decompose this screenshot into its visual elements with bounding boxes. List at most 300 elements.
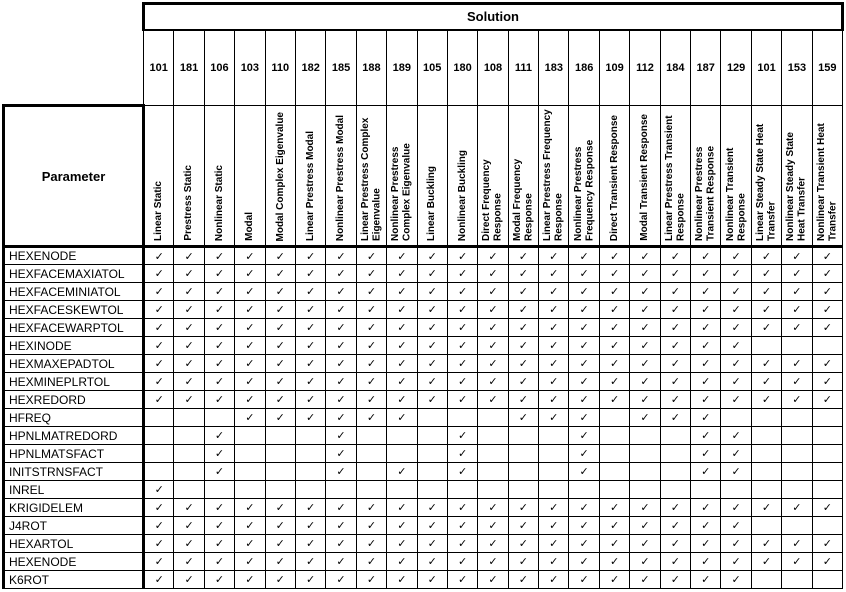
solution-column-label-text: Nonlinear Transient Heat Transfer — [815, 123, 839, 241]
check-cell: ✓ — [630, 319, 660, 337]
check-cell: ✓ — [478, 535, 508, 553]
check-cell: ✓ — [569, 445, 599, 463]
check-cell: ✓ — [539, 337, 569, 355]
check-cell: ✓ — [235, 391, 265, 409]
check-cell: ✓ — [691, 337, 721, 355]
solution-column-label-text: Linear Static — [153, 180, 165, 241]
empty-cell — [782, 409, 812, 427]
check-cell: ✓ — [660, 553, 690, 571]
empty-cell — [599, 445, 629, 463]
parameter-row — [4, 373, 843, 391]
check-cell: ✓ — [295, 319, 325, 337]
check-cell: ✓ — [539, 355, 569, 373]
check-cell: ✓ — [144, 373, 174, 391]
check-cell: ✓ — [660, 337, 690, 355]
parameter-row — [4, 283, 843, 301]
empty-cell — [782, 463, 812, 481]
check-cell: ✓ — [660, 283, 690, 301]
solution-column-label — [599, 106, 629, 247]
check-cell: ✓ — [508, 517, 538, 535]
check-cell: ✓ — [691, 373, 721, 391]
check-cell: ✓ — [356, 373, 386, 391]
corner-blank-top — [4, 4, 144, 30]
solution-column-label — [660, 106, 690, 247]
check-cell: ✓ — [599, 247, 629, 265]
check-cell: ✓ — [326, 445, 356, 463]
parameter-name: HEXENODE — [4, 247, 144, 265]
solution-code: 109 — [599, 30, 629, 106]
check-cell: ✓ — [751, 373, 781, 391]
check-cell: ✓ — [447, 499, 477, 517]
solution-code: 184 — [660, 30, 690, 106]
empty-cell — [356, 445, 386, 463]
solution-column-label — [295, 106, 325, 247]
solution-column-label-text: Prestress Static — [183, 165, 195, 241]
check-cell: ✓ — [721, 283, 751, 301]
check-cell: ✓ — [235, 265, 265, 283]
solution-code: 108 — [478, 30, 508, 106]
parameter-name: J4ROT — [4, 517, 144, 535]
check-cell: ✓ — [478, 337, 508, 355]
check-cell: ✓ — [387, 409, 417, 427]
empty-cell — [356, 481, 386, 499]
check-cell: ✓ — [751, 301, 781, 319]
check-cell: ✓ — [174, 535, 204, 553]
check-cell: ✓ — [539, 373, 569, 391]
solution-column-label — [751, 106, 781, 247]
check-cell: ✓ — [539, 319, 569, 337]
empty-cell — [660, 481, 690, 499]
check-cell: ✓ — [569, 247, 599, 265]
check-cell: ✓ — [782, 265, 812, 283]
check-cell: ✓ — [447, 301, 477, 319]
check-cell: ✓ — [478, 247, 508, 265]
empty-cell — [751, 337, 781, 355]
solution-column-label-text: Linear Prestress Transient Response — [663, 115, 687, 241]
empty-cell — [174, 409, 204, 427]
check-cell: ✓ — [447, 571, 477, 589]
check-cell: ✓ — [144, 517, 174, 535]
empty-cell — [295, 481, 325, 499]
empty-cell — [751, 463, 781, 481]
check-cell: ✓ — [417, 301, 447, 319]
parameter-row — [4, 319, 843, 337]
empty-cell — [721, 409, 751, 427]
parameter-row — [4, 247, 843, 265]
check-cell: ✓ — [630, 391, 660, 409]
check-cell: ✓ — [508, 265, 538, 283]
parameter-row — [4, 337, 843, 355]
solution-code: 129 — [721, 30, 751, 106]
check-cell: ✓ — [326, 517, 356, 535]
empty-cell — [782, 481, 812, 499]
check-cell: ✓ — [387, 571, 417, 589]
solution-column-label-text: Modal Transient Response — [639, 114, 651, 241]
check-cell: ✓ — [569, 301, 599, 319]
solution-header: Solution — [144, 4, 843, 30]
check-cell: ✓ — [660, 265, 690, 283]
check-cell: ✓ — [417, 517, 447, 535]
solution-column-label — [447, 106, 477, 247]
check-cell: ✓ — [326, 337, 356, 355]
check-cell: ✓ — [691, 553, 721, 571]
empty-cell — [721, 481, 751, 499]
check-cell: ✓ — [144, 571, 174, 589]
solution-column-label — [539, 106, 569, 247]
check-cell: ✓ — [204, 355, 234, 373]
check-cell: ✓ — [356, 517, 386, 535]
check-cell: ✓ — [295, 517, 325, 535]
check-cell: ✓ — [599, 517, 629, 535]
check-cell: ✓ — [599, 319, 629, 337]
check-cell: ✓ — [569, 355, 599, 373]
check-cell: ✓ — [812, 319, 842, 337]
empty-cell — [478, 409, 508, 427]
empty-cell — [387, 445, 417, 463]
check-cell: ✓ — [295, 247, 325, 265]
check-cell: ✓ — [721, 373, 751, 391]
check-cell: ✓ — [265, 517, 295, 535]
check-cell: ✓ — [630, 373, 660, 391]
solution-code: 153 — [782, 30, 812, 106]
empty-cell — [265, 427, 295, 445]
check-cell: ✓ — [144, 283, 174, 301]
solution-column-label — [204, 106, 234, 247]
check-cell: ✓ — [721, 535, 751, 553]
check-cell: ✓ — [782, 535, 812, 553]
empty-cell — [174, 445, 204, 463]
check-cell: ✓ — [751, 283, 781, 301]
check-cell: ✓ — [751, 535, 781, 553]
solution-code: 183 — [539, 30, 569, 106]
empty-cell — [751, 481, 781, 499]
solution-code: 186 — [569, 30, 599, 106]
solution-code: 112 — [630, 30, 660, 106]
check-cell: ✓ — [265, 535, 295, 553]
empty-cell — [265, 481, 295, 499]
parameter-name: HEXFACEMINIATOL — [4, 283, 144, 301]
check-cell: ✓ — [569, 337, 599, 355]
check-cell: ✓ — [387, 463, 417, 481]
check-cell: ✓ — [204, 463, 234, 481]
empty-cell — [782, 445, 812, 463]
check-cell: ✓ — [539, 499, 569, 517]
check-cell: ✓ — [478, 319, 508, 337]
check-cell: ✓ — [265, 553, 295, 571]
empty-cell — [235, 445, 265, 463]
check-cell: ✓ — [478, 391, 508, 409]
check-cell: ✓ — [599, 571, 629, 589]
solution-column-label — [326, 106, 356, 247]
check-cell: ✓ — [599, 373, 629, 391]
check-cell: ✓ — [812, 535, 842, 553]
check-cell: ✓ — [144, 499, 174, 517]
empty-cell — [812, 427, 842, 445]
check-cell: ✓ — [599, 265, 629, 283]
check-cell: ✓ — [569, 391, 599, 409]
check-cell: ✓ — [691, 445, 721, 463]
check-cell: ✓ — [235, 409, 265, 427]
check-cell: ✓ — [447, 247, 477, 265]
empty-cell — [630, 463, 660, 481]
check-cell: ✓ — [782, 499, 812, 517]
check-cell: ✓ — [204, 265, 234, 283]
check-cell: ✓ — [478, 355, 508, 373]
check-cell: ✓ — [812, 301, 842, 319]
check-cell: ✓ — [235, 355, 265, 373]
check-cell: ✓ — [265, 319, 295, 337]
empty-cell — [599, 463, 629, 481]
check-cell: ✓ — [478, 499, 508, 517]
check-cell: ✓ — [782, 247, 812, 265]
check-cell: ✓ — [721, 355, 751, 373]
check-cell: ✓ — [326, 391, 356, 409]
empty-cell — [691, 481, 721, 499]
check-cell: ✓ — [417, 355, 447, 373]
parameter-name: HEXFACEMAXIATOL — [4, 265, 144, 283]
check-cell: ✓ — [782, 553, 812, 571]
check-cell: ✓ — [721, 319, 751, 337]
solution-code: 106 — [204, 30, 234, 106]
check-cell: ✓ — [508, 337, 538, 355]
parameter-name: HEXMAXEPADTOL — [4, 355, 144, 373]
check-cell: ✓ — [417, 337, 447, 355]
check-cell: ✓ — [508, 409, 538, 427]
check-cell: ✓ — [691, 571, 721, 589]
check-cell: ✓ — [174, 571, 204, 589]
check-cell: ✓ — [447, 373, 477, 391]
check-cell: ✓ — [235, 247, 265, 265]
empty-cell — [630, 481, 660, 499]
check-cell: ✓ — [326, 373, 356, 391]
check-cell: ✓ — [174, 355, 204, 373]
check-cell: ✓ — [235, 535, 265, 553]
parameter-row — [4, 571, 843, 589]
check-cell: ✓ — [265, 301, 295, 319]
check-cell: ✓ — [508, 247, 538, 265]
empty-cell — [144, 409, 174, 427]
check-cell: ✓ — [417, 571, 447, 589]
solution-code: 103 — [235, 30, 265, 106]
parameter-name: KRIGIDELEM — [4, 499, 144, 517]
check-cell: ✓ — [295, 391, 325, 409]
check-cell: ✓ — [387, 247, 417, 265]
check-cell: ✓ — [691, 247, 721, 265]
check-cell: ✓ — [356, 553, 386, 571]
check-cell: ✓ — [265, 247, 295, 265]
empty-cell — [539, 463, 569, 481]
empty-cell — [265, 445, 295, 463]
check-cell: ✓ — [782, 373, 812, 391]
check-cell: ✓ — [630, 409, 660, 427]
solution-code: 188 — [356, 30, 386, 106]
empty-cell — [204, 409, 234, 427]
solution-code: 111 — [508, 30, 538, 106]
check-cell: ✓ — [539, 283, 569, 301]
check-cell: ✓ — [144, 481, 174, 499]
solution-code: 101 — [751, 30, 781, 106]
solution-header-row — [4, 4, 843, 30]
check-cell: ✓ — [326, 535, 356, 553]
empty-cell — [630, 427, 660, 445]
check-cell: ✓ — [751, 553, 781, 571]
empty-cell — [204, 481, 234, 499]
check-cell: ✓ — [417, 265, 447, 283]
empty-cell — [326, 481, 356, 499]
parameter-name: HEXFACESKEWTOL — [4, 301, 144, 319]
solution-column-label — [174, 106, 204, 247]
check-cell: ✓ — [356, 499, 386, 517]
check-cell: ✓ — [508, 283, 538, 301]
check-cell: ✓ — [721, 265, 751, 283]
check-cell: ✓ — [235, 553, 265, 571]
check-cell: ✓ — [751, 319, 781, 337]
solution-column-label-text: Nonlinear Prestress Transient Response — [694, 145, 717, 241]
check-cell: ✓ — [569, 571, 599, 589]
check-cell: ✓ — [812, 553, 842, 571]
check-cell: ✓ — [417, 499, 447, 517]
solution-column-label-text: Modal Frequency Response — [511, 158, 535, 241]
check-cell: ✓ — [204, 427, 234, 445]
check-cell: ✓ — [691, 517, 721, 535]
check-cell: ✓ — [478, 301, 508, 319]
empty-cell — [539, 427, 569, 445]
empty-cell — [812, 445, 842, 463]
check-cell: ✓ — [539, 535, 569, 553]
empty-cell — [751, 427, 781, 445]
check-cell: ✓ — [326, 571, 356, 589]
check-cell: ✓ — [387, 553, 417, 571]
check-cell: ✓ — [721, 427, 751, 445]
check-cell: ✓ — [174, 283, 204, 301]
solution-column-label-text: Linear Buckling — [426, 165, 438, 241]
check-cell: ✓ — [295, 571, 325, 589]
parameter-row — [4, 445, 843, 463]
check-cell: ✓ — [295, 553, 325, 571]
check-cell: ✓ — [265, 283, 295, 301]
empty-cell — [782, 427, 812, 445]
solution-column-label — [478, 106, 508, 247]
check-cell: ✓ — [508, 535, 538, 553]
parameter-header: Parameter — [4, 106, 144, 247]
solution-column-label — [721, 106, 751, 247]
check-cell: ✓ — [265, 373, 295, 391]
check-cell: ✓ — [751, 499, 781, 517]
solution-column-label-text: Nonlinear Steady State Heat Transfer — [785, 132, 808, 241]
check-cell: ✓ — [508, 571, 538, 589]
solution-column-label-text: Direct Frequency Response — [481, 159, 504, 241]
check-cell: ✓ — [295, 265, 325, 283]
empty-cell — [417, 481, 447, 499]
parameter-row — [4, 355, 843, 373]
empty-cell — [174, 463, 204, 481]
check-cell: ✓ — [326, 247, 356, 265]
check-cell: ✓ — [782, 319, 812, 337]
check-cell: ✓ — [144, 337, 174, 355]
check-cell: ✓ — [235, 283, 265, 301]
check-cell: ✓ — [204, 535, 234, 553]
check-cell: ✓ — [387, 355, 417, 373]
check-cell: ✓ — [812, 355, 842, 373]
check-cell: ✓ — [508, 391, 538, 409]
check-cell: ✓ — [235, 499, 265, 517]
parameter-name: K6ROT — [4, 571, 144, 589]
check-cell: ✓ — [478, 265, 508, 283]
check-cell: ✓ — [599, 337, 629, 355]
check-cell: ✓ — [660, 301, 690, 319]
check-cell: ✓ — [144, 355, 174, 373]
empty-cell — [660, 463, 690, 481]
check-cell: ✓ — [630, 265, 660, 283]
check-cell: ✓ — [508, 355, 538, 373]
check-cell: ✓ — [478, 373, 508, 391]
check-cell: ✓ — [782, 355, 812, 373]
solution-column-label — [417, 106, 447, 247]
check-cell: ✓ — [630, 301, 660, 319]
parameter-row — [4, 463, 843, 481]
solution-column-label-text: Nonlinear Prestress Frequency Response — [572, 139, 596, 241]
check-cell: ✓ — [174, 373, 204, 391]
check-cell: ✓ — [691, 319, 721, 337]
check-cell: ✓ — [417, 535, 447, 553]
parameter-row — [4, 517, 843, 535]
check-cell: ✓ — [326, 319, 356, 337]
check-cell: ✓ — [569, 283, 599, 301]
check-cell: ✓ — [721, 337, 751, 355]
check-cell: ✓ — [630, 499, 660, 517]
solution-code: 180 — [447, 30, 477, 106]
check-cell: ✓ — [691, 391, 721, 409]
check-cell: ✓ — [265, 265, 295, 283]
check-cell: ✓ — [356, 301, 386, 319]
solution-column-label-text: Nonlinear Transient Response — [724, 147, 748, 241]
empty-cell — [782, 517, 812, 535]
check-cell: ✓ — [356, 391, 386, 409]
check-cell: ✓ — [660, 409, 690, 427]
check-cell: ✓ — [356, 265, 386, 283]
check-cell: ✓ — [721, 571, 751, 589]
check-cell: ✓ — [447, 391, 477, 409]
check-cell: ✓ — [539, 301, 569, 319]
check-cell: ✓ — [204, 247, 234, 265]
check-cell: ✓ — [691, 535, 721, 553]
empty-cell — [447, 409, 477, 427]
check-cell: ✓ — [630, 571, 660, 589]
check-cell: ✓ — [660, 355, 690, 373]
check-cell: ✓ — [356, 355, 386, 373]
parameter-row — [4, 535, 843, 553]
matrix-body — [4, 247, 843, 589]
solution-column-label-text: Nonlinear Buckling — [456, 149, 468, 241]
empty-cell — [751, 445, 781, 463]
check-cell: ✓ — [235, 337, 265, 355]
check-cell: ✓ — [356, 283, 386, 301]
parameter-name: INITSTRNSFACT — [4, 463, 144, 481]
empty-cell — [539, 445, 569, 463]
solution-column-label-text: Nonlinear Prestress Modal — [335, 114, 347, 241]
check-cell: ✓ — [539, 571, 569, 589]
solution-column-label-text: Linear Prestress Modal — [304, 130, 316, 241]
check-cell: ✓ — [447, 337, 477, 355]
check-cell: ✓ — [599, 301, 629, 319]
check-cell: ✓ — [812, 265, 842, 283]
empty-cell — [417, 409, 447, 427]
solution-column-label-text: Linear Prestress Complex Eigenvalue — [359, 117, 383, 241]
check-cell: ✓ — [387, 283, 417, 301]
check-cell: ✓ — [417, 283, 447, 301]
check-cell: ✓ — [235, 301, 265, 319]
check-cell: ✓ — [447, 319, 477, 337]
